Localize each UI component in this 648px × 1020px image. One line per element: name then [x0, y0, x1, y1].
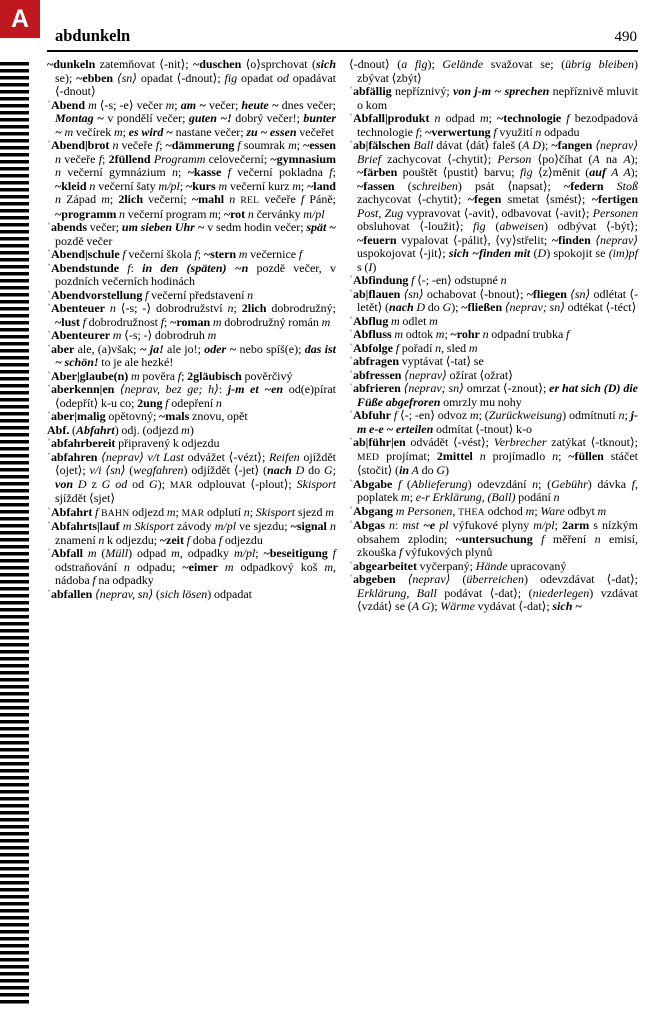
dictionary-entry: ˈAbendvorstellung f večerní představení n [47, 287, 254, 302]
dictionary-entry: ˈabfragen vyptávat ⟨-tat⟩ se [349, 354, 484, 368]
dictionary-entry: ˈAbfluss m odtok m; ~rohr n odpadní trubka f [349, 327, 570, 341]
dictionary-entry: ˈAbenteuer n ⟨-s; -⟩ dobrodružství n; 2lich dobrodružný; ~lust f dobrodružnost f; ~roman m dobrodružný román m [47, 301, 336, 329]
page-header [47, 26, 638, 50]
dictionary-entry: ˈab|flauen ⟨sn⟩ ochabovat ⟨-bnout⟩; ~fliegen ⟨sn⟩ odlétat ⟨-letět⟩ (nach D do G); ~fließen ⟨neprav; sn⟩ odtékat ⟨-téct⟩ [349, 286, 639, 314]
dictionary-entry: ˈAbfall m (Müll) odpad m, odpadky m/pl; ~beseitigung f odstraňování n odpadu; ~eimer m odpadkový koš m, nádoba f na odpadky [47, 546, 336, 587]
dictionary-entry: ˈaberkenn|en ⟨neprav, bez ge; h⟩: j-m et ~en od(e)pírat ⟨odepřít⟩ k-u co; 2ung f odepření n [47, 382, 337, 410]
dictionary-entry: ˈAbflug m odlet m [349, 313, 438, 328]
dictionary-entry: Abf. (Abfahrt) odj. (odjezd m) [47, 422, 194, 437]
dictionary-entry: ˈabfahrbereit připravený k odjezdu [47, 436, 220, 450]
dictionary-entry: ˈAbend|brot n večeře f; ~dämmerung f soumrak m; ~essen n večeře f; 2füllend Programm celovečerní; ~gymnasium n večerní gymnázium n; ~kasse f večerní pokladna f; ~kleid n večerní šaty m/pl; ~kurs m večerní kurz m; ~land n Západ m; 2lich večerní; ~mahl n REL večeře f Páně; ~programm n večerní program m; ~rot n červánky m/pl [47, 138, 336, 221]
dictionary-entry: ˈAbgabe f (Ablieferung) odevzdání n; (Gebühr) dávka f, poplatek m; e-r Erklärung, (Ball) podání n [349, 476, 638, 504]
dictionary-entry: ˈAbenteurer m ⟨-s; -⟩ dobrodruh m [47, 328, 217, 342]
dictionary-entry: ˈAbendstunde f: in den (späten) ~n pozdě večer, v pozdních večerních hodinách [47, 260, 336, 288]
dictionary-entry: ˈabgeben ⟨neprav⟩ (überreichen) odevzdávat ⟨-dat⟩; Erklärung, Ball podávat ⟨-dat⟩; (niederlegen) vzdávat ⟨vzdát⟩ se (A G); Wärme vydávat ⟨-dat⟩; sich ~ [349, 572, 639, 613]
dictionary-entry: ˈAbgas n: mst ~e pl výfukové plyny m/pl; 2arm s nízkým obsahem zplodin; ~untersuchung f měření n emisí, zkouška f výfukových plynů [349, 518, 639, 559]
dictionary-entry: ˈab|fälschen Ball dávat ⟨dát⟩ faleš (A D); ~fangen ⟨neprav⟩ Brief zachycovat ⟨-chytit⟩; Person ⟨po⟩číhat (A na A); ~färben pouštět ⟨pustit⟩ barvu; fig ⟨z⟩měnit (auf A A); ~fassen (schreiben) psát ⟨napsat⟩; ~federn Stoß zachycovat ⟨-chytit⟩; ~fegen smetat ⟨smést⟩; ~fertigen Post, Zug vypravovat ⟨-avit⟩, odbavovat ⟨-avit⟩; Personen obsluhovat ⟨-loužit⟩; fig (abweisen) odbývat ⟨-být⟩; ~feuern vypalovat ⟨-pálit⟩, ⟨vy⟩střelit; ~finden ⟨neprav⟩ uspokojovat ⟨-jit⟩; sich ~finden mit (D) spokojit se (im)pf s (I) [349, 138, 639, 274]
thumb-index-stripes [0, 62, 29, 1006]
dictionary-entry: ⟨-dnout⟩ (a fig); Gelände svažovat se; (übrig bleiben) zbývat ⟨zbýt⟩ [349, 57, 639, 85]
left-column [47, 58, 336, 614]
dictionary-entry: ˈabfrieren ⟨neprav; sn⟩ omrzat ⟨-znout⟩; er hat sich (D) die Füße abgefroren omrzly mu nohy [349, 381, 638, 409]
dictionary-entry: ˈaber|malig opětovný; ~mals znovu, opět [47, 409, 248, 423]
text-columns [47, 58, 638, 614]
dictionary-entry: ˈabfällig nepříznivý; von j-m ~ sprechen nepříznivě mluvit o kom [349, 84, 638, 112]
dictionary-entry: ˈabends večer; um sieben Uhr ~ v sedm hodin večer; spät ~ pozdě večer [47, 220, 336, 248]
dictionary-entry: ˈabfallen ⟨neprav, sn⟩ (sich lösen) odpadat [47, 586, 252, 601]
header-rule [47, 50, 638, 52]
dictionary-entry: ˈAbfuhr f ⟨-; -en⟩ odvoz m; (Zurückweisung) odmítnutí n; j-m e-e ~ erteilen odmítat ⟨-tnout⟩ k-o [349, 408, 638, 436]
dictionary-entry: ˈabfressen ⟨neprav⟩ ožírat ⟨ožrat⟩ [349, 367, 513, 382]
dictionary-entry: ˈAber|glaube(n) m pověra f; 2gläubisch pověrčivý [47, 368, 293, 383]
dictionary-entry: ˈAbfahrts|lauf m Skisport závody m/pl ve sjezdu; ~signal n znamení n k odjezdu; ~zeit f doba f odjezdu [47, 519, 336, 547]
page-number: 490 [614, 29, 637, 45]
right-column [349, 58, 638, 614]
page-content [47, 26, 638, 614]
dictionary-entry: ˈaber ale, (a)však; ~ ja! ale jo!; oder ~ nebo spíš(e); das ist ~ schön! to je ale hezké! [47, 341, 336, 369]
dictionary-entry: ˈAbfolge f pořadí n, sled m [349, 340, 478, 355]
dictionary-entry: ˈAbend m ⟨-s; -e⟩ večer m; am ~ večer; heute ~ dnes večer; Montag ~ v pondělí večer; guten ~! dobrý večer!; bunter ~ m večírek m; es wird ~ nastane večer; zu ~ essen večeřet [47, 97, 337, 139]
dictionary-entry: ~dunkeln zatemňovat ⟨-nit⟩; ~duschen ⟨o⟩sprchovat (sich se); ~ebben ⟨sn⟩ opadat ⟨-dnout⟩; fig opadat od opadávat ⟨-dnout⟩ [47, 57, 337, 98]
dictionary-entry: ˈAbfall|produkt n odpad m; ~technologie f bezodpadová technologie f; ~verwertung f využití n odpadu [349, 111, 638, 139]
dictionary-entry: ˈAbfindung f ⟨-; -en⟩ odstupné n [349, 273, 507, 287]
dictionary-entry: ˈAbfahrt f BAHN odjezd m; MAR odplutí n; Skisport sjezd m [47, 504, 334, 519]
dictionary-entry: ˈAbend|schule f večerní škola f; ~stern m večernice f [47, 247, 303, 261]
thumb-index-letter: A [10, 4, 30, 33]
running-headword: abdunkeln [55, 26, 131, 45]
dictionary-entry: ˈabfahren ⟨neprav⟩ v/t Last odvážet ⟨-vézt⟩; Reifen ojíždět ⟨ojet⟩; v/i ⟨sn⟩ (wegfahren) odjíždět ⟨-jet⟩ (nach D do G; von D z G od od G); MAR odplouvat ⟨-plout⟩; Skisport sjíždět ⟨sjet⟩ [47, 449, 337, 505]
dictionary-entry: ˈab|führ|en odvádět ⟨-vést⟩; Verbrecher zatýkat ⟨-tknout⟩; MED projímat; 2mittel n projímadlo n; ~füllen stáčet ⟨stočit⟩ (in A do G) [349, 435, 638, 477]
dictionary-entry: ˈAbgang m Personen, THEA odchod m; Ware odbyt m [349, 503, 607, 518]
dictionary-entry: ˈabgearbeitet vyčerpaný; Hände upracovaný [349, 558, 567, 573]
thumb-index-tab [0, 0, 40, 38]
